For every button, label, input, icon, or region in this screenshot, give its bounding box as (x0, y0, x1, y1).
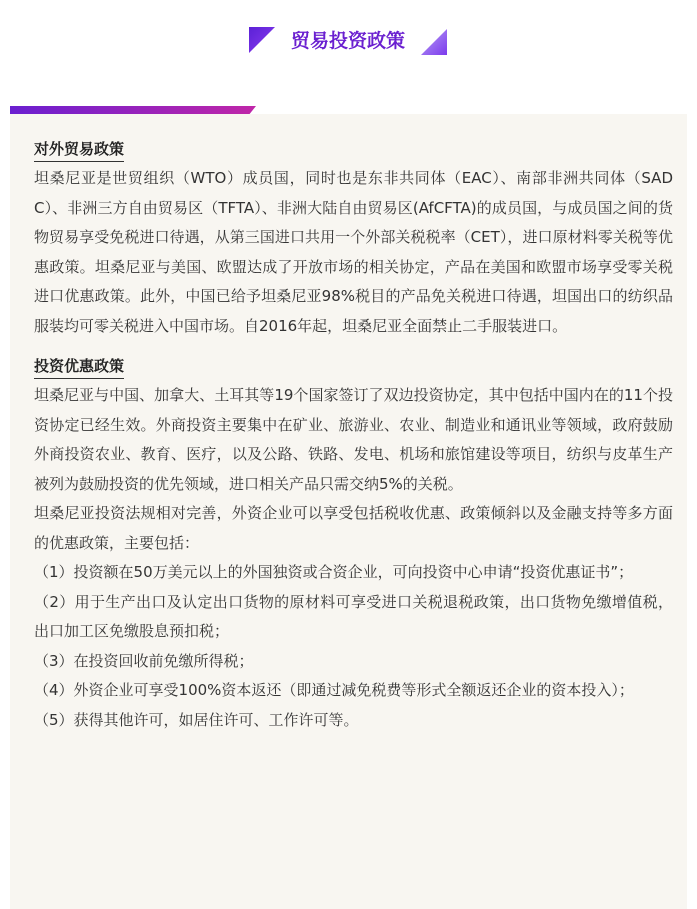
list-item: （1）投资额在50万美元以上的外国独资或合资企业，可向投资中心申请“投资优惠证书”； (34, 563, 634, 581)
investment-paragraph-1: 坦桑尼亚与中国、加拿大、土耳其等19个国家签订了双边投资协定，其中包括中国内在的11个投资协定已经生效。外商投资主要集中在矿业、旅游业、农业、制造业和通讯业等领域，政府鼓励外商投资农业、教育、医疗，以及公路、铁路、发电、机场和旅馆建设等项目，纺织与皮革生产被列为鼓励投资的优先领域，进口相关产品只需交纳5%的关税。 (34, 386, 673, 493)
list-item: （5）获得其他许可，如居住许可、工作许可等。 (34, 710, 359, 729)
investment-paragraph-2: 坦桑尼亚投资法规相对完善，外资企业可以享受包括税收优惠、政策倾斜以及金融支持等多方面的优惠政策，主要包括： (34, 504, 673, 552)
content-panel (10, 114, 687, 909)
list-item: （3）在投资回收前免缴所得税； (34, 651, 254, 670)
section-banner-title: 贸易投资政策 (290, 30, 405, 52)
section-title-trade: 对外贸易政策 (34, 138, 124, 162)
list-item: （4）外资企业可享受100%资本返还（即通过减免税费等形式全额返还企业的资本投入）； (34, 681, 634, 699)
article-body (34, 138, 673, 735)
list-item: （2）用于生产出口及认定出口货物的原材料可享受进口关税退税政策，出口货物免缴增值税，出口加工区免缴股息预扣税； (34, 592, 673, 640)
trade-policy-paragraph: 坦桑尼亚是世贸组织（WTO）成员国，同时也是东非共同体（EAC）、南部非洲共同体（SADC）、非洲三方自由贸易区（TFTA）、非洲大陆自由贸易区(AfCFTA)的成员国，与成员国之间的货物贸易享受免税进口待遇，从第三国进口共用一个外部关税税率（CET），进口原材料零关税等优惠政策。坦桑尼亚与美国、欧盟达成了开放市场的相关协定，产品在美国和欧盟市场享受零关税进口优惠政策。此外，中国已给予坦桑尼亚98%税目的产品免关税进口待遇，坦国出口的纺织品服装均可零关税进入中国市场。自2016年起，坦桑尼亚全面禁止二手服装进口。 (34, 169, 673, 335)
section-title-investment: 投资优惠政策 (34, 355, 124, 379)
header-banner (0, 0, 697, 70)
left-triangle-decoration (249, 27, 275, 53)
right-triangle-decoration (421, 29, 447, 55)
